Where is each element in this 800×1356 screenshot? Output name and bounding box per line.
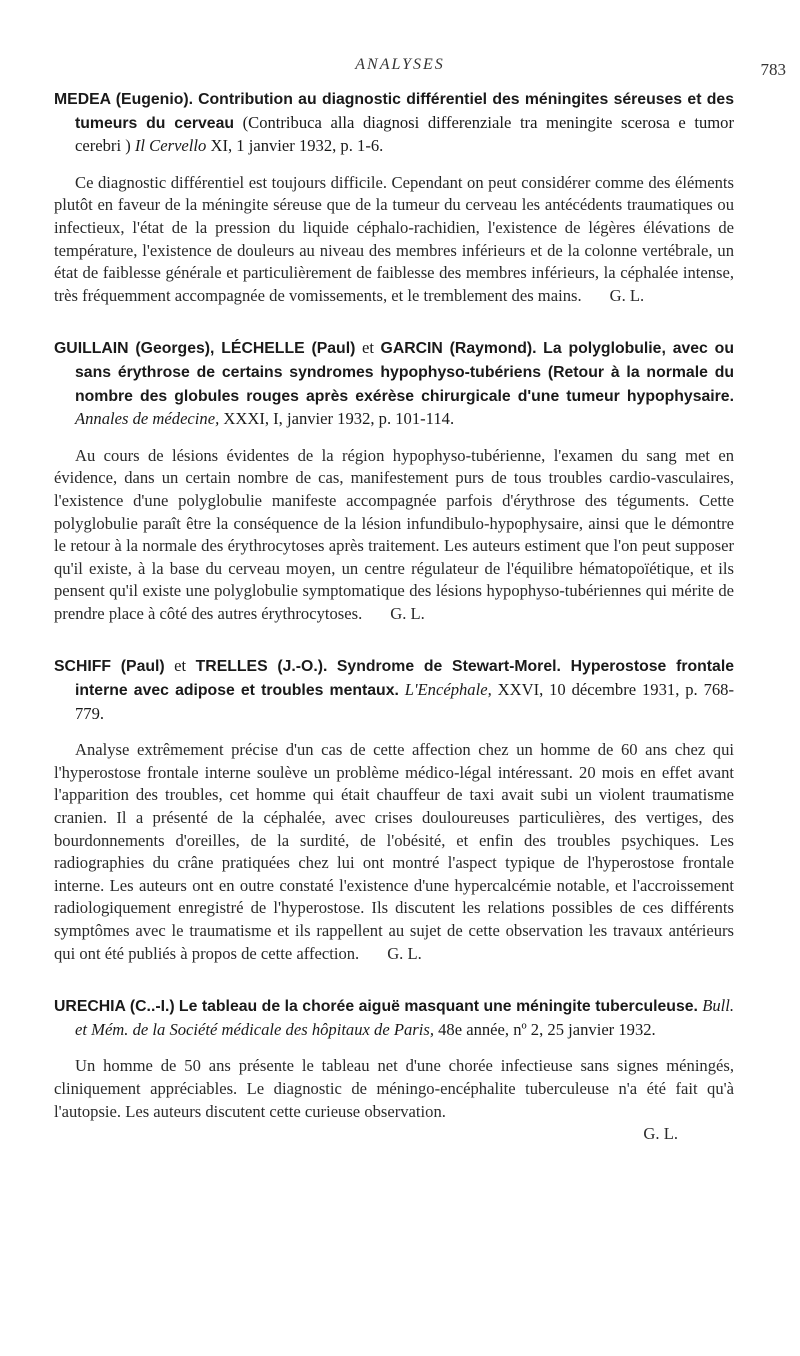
running-header [0, 56, 800, 80]
article-title: Le tableau de la chorée aiguë masquant une méningite tuberculeuse. [178, 998, 698, 1016]
abstract [54, 172, 734, 308]
page-number: 783 [760, 60, 786, 79]
journal-name: L'Encéphale, [404, 680, 492, 700]
authors: GARCIN (Raymond). [380, 340, 537, 358]
citation [54, 337, 734, 430]
citation [54, 995, 734, 1041]
journal-name: Il Cervello [134, 136, 207, 156]
entry-medea [54, 88, 734, 307]
abstract-text: Un homme de 50 ans présente le tableau net d'une chorée infectieuse sans signes méningés, cliniquement appréciables. Le diagnostic de méningo-encéphalite tuberculeuse n'a été fait qu'à l'autopsie. Les auteurs discutent cette curieuse observation. [54, 1056, 734, 1121]
conjunction: et [355, 338, 381, 358]
reference-detail: (Contribuca alla diagnosi differenziale tra meningite scerosa e tumor cerebri ) [75, 112, 735, 156]
authors: MEDEA (Eugenio). [54, 91, 194, 108]
journal-name: Annales de médecine, [75, 409, 220, 429]
authors: TRELLES (J.-O.). [195, 658, 328, 676]
reference-detail: XXVI, 10 décembre 1931, p. 768-779. [75, 680, 734, 723]
conjunction: et [164, 656, 196, 676]
reference-detail: XXXI, I, janvier 1932, p. 101-114. [219, 409, 455, 429]
running-title: ANALYSES [355, 56, 445, 73]
article-title: Contribution au diagnostic différentiel des méningites séreuses et des tumeurs du cerveau [75, 91, 734, 132]
reference-detail: XI, 1 janvier 1932, p. 1-6. [206, 136, 384, 156]
signature: G. L. [387, 943, 422, 963]
authors: GUILLAIN (Georges), LÉCHELLE (Paul) [54, 340, 356, 358]
abstract [54, 739, 734, 965]
abstract-text: Ce diagnostic différentiel est toujours difficile. Cependant on peut considérer comme des éléments plutôt en faveur de la méningite séreuse que de la tumeur du cerveau les antécédents traumatiques ou infectieux, l'état de la pression du liquide céphalo-rachidien, l'existence de légères élévations de température, l'existence de douleurs au niveau des membres inférieurs et de la colonne vertébrale, un état de faiblesse générale et particulièrement de faiblesse des membres inférieurs, la céphalée intense, très fréquemment accompagnée de vomissements, et le tremblement des mains. [54, 172, 734, 305]
entry-schiff [54, 655, 734, 965]
analyses-content [54, 88, 734, 1176]
article-title: La polyglobulie, avec ou sans érythrose de certains syndromes hypophyso-tubériens (Retour à la normale du nombre des globules rouges après exérèse chirurgicale d'une tumeur hypophysaire. [75, 340, 734, 405]
citation [54, 655, 734, 725]
abstract [54, 445, 734, 626]
journal-name: Bull. et Mém. de la Société médicale des hôpitaux de Paris, [75, 996, 735, 1039]
citation [54, 88, 734, 158]
signature: G. L. [609, 285, 645, 305]
authors: SCHIFF (Paul) [54, 658, 165, 676]
entry-urechia [54, 995, 734, 1146]
signature: G. L. [643, 1124, 678, 1144]
signature: G. L. [390, 603, 425, 623]
entry-guillain [54, 337, 734, 625]
abstract-text: Au cours de lésions évidentes de la région hypophyso-tubérienne, l'examen du sang met en évidence, dans un certain nombre de cas, manifestement purs de tous troubles cardio-vasculaires, l'existence d'une polyglobulie manifeste accompagnée parfois d'érythrose des téguments. Cette polyglobulie paraît être la conséquence de la lésion infundibulo-hypophysaire, ainsi que le démontre le retour à la normale des érythrocytoses après traitement. Les auteurs estiment que l'on peut supposer qu'il existe, à la base du cerveau moyen, un centre régulateur de l'équilibre hématopoïétique, et ils pensent qu'il existe une polyglobulie symptomatique des lésions hypophyso-tubériennes qui mérite de prendre place à côté des autres érythrocytoses. [54, 445, 734, 623]
reference-detail: 48e année, nº 2, 25 janvier 1932. [433, 1019, 656, 1039]
abstract-text: Analyse extrêmement précise d'un cas de cette affection chez un homme de 60 ans chez qui l'hyperostose frontale interne soulève un problème médico-légal intéressant. 20 mois en effet avant l'apparition des troubles, cet homme qui était chauffeur de taxi avait subi un violent traumatisme cranien. Il a présenté de la céphalée, avec crises douloureuses particulières, des vertiges, des bourdonnements d'oreilles, de la surdité, de l'obésité, et enfin des troubles psychiques. Les radiographies du crâne pratiquées chez lui ont montré l'aspect typique de l'hyperostose frontale interne. Les auteurs ont en outre constaté l'existence d'une hypercalcémie notable, et l'accroissement radiologiquement enregistré de l'hyperostose. Ils discutent les relations possibles de ces différents symptômes avec le traumatisme et ils rappellent au sujet de cette observation les travaux antérieurs qui ont été publiés à propos de cette affection. [54, 740, 734, 963]
abstract [54, 1055, 734, 1123]
authors: URECHIA (C..-I.) [54, 998, 175, 1016]
article-title: Syndrome de Stewart-Morel. Hyperostose frontale interne avec adipose et troubles mentaux. [75, 658, 734, 700]
